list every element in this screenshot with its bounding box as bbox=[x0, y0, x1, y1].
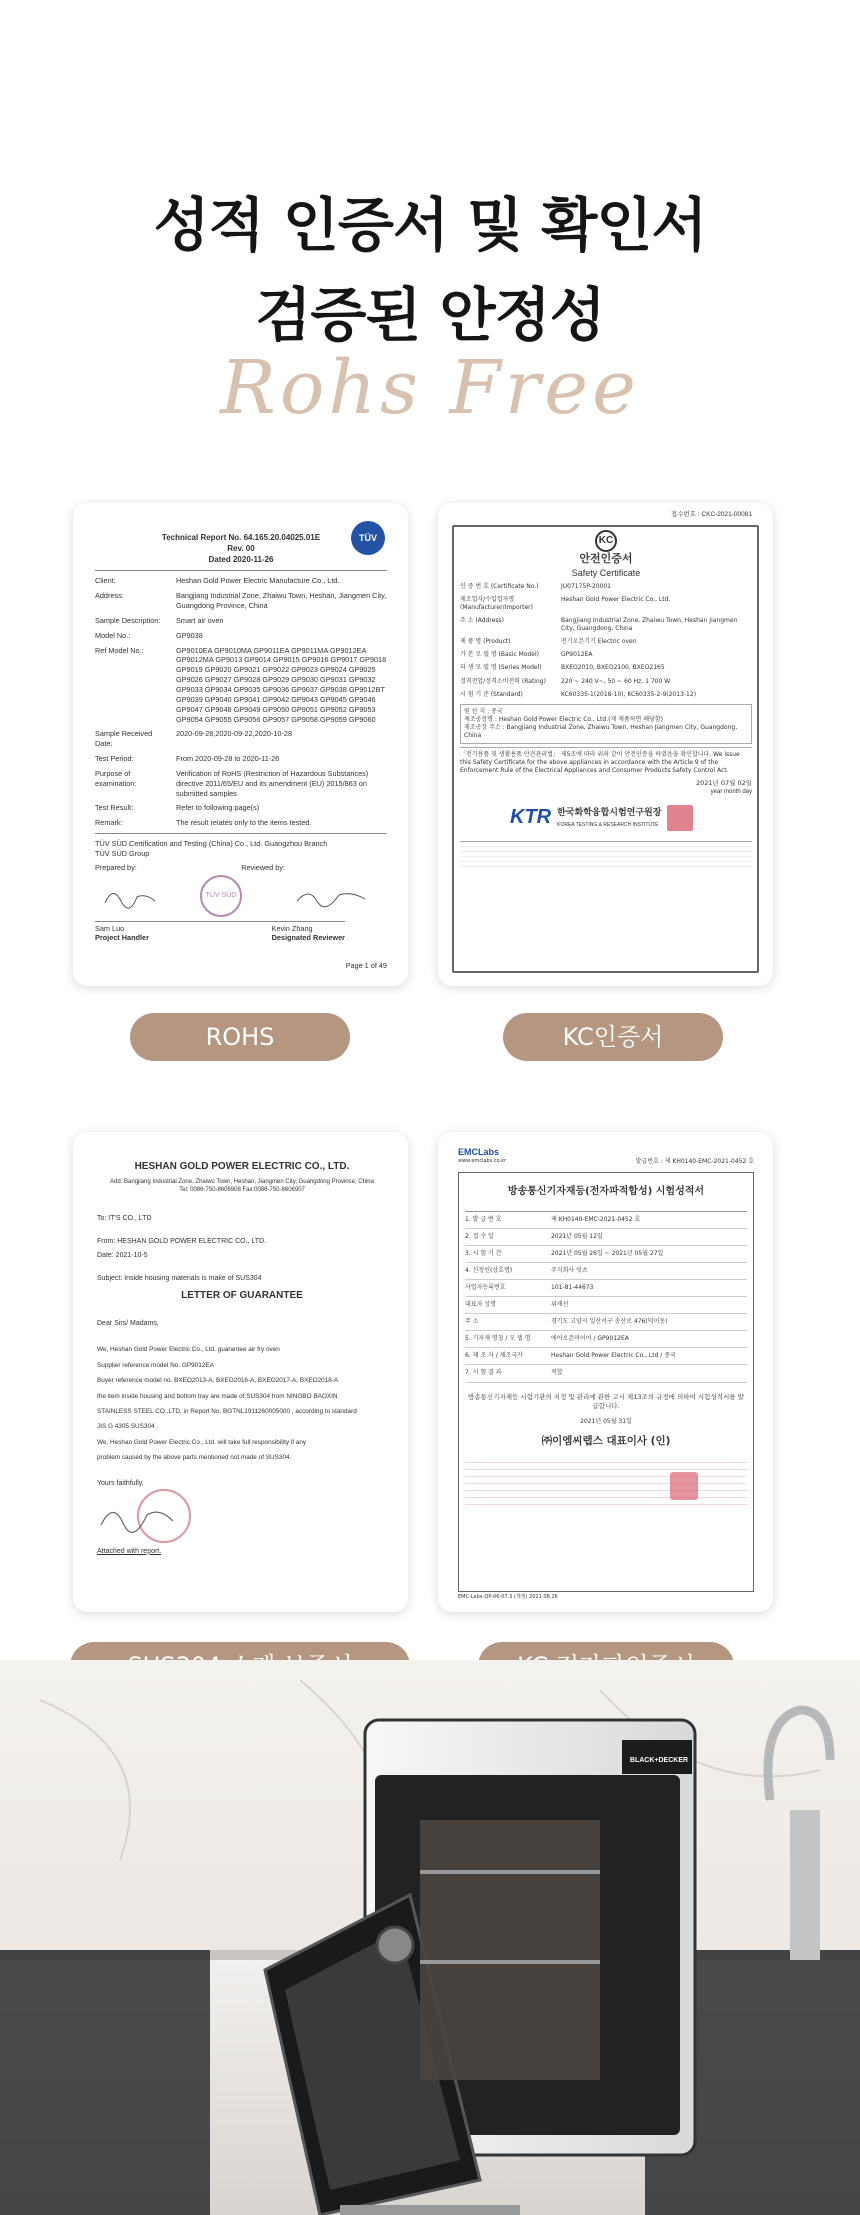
kc-row bbox=[460, 638, 752, 646]
rohs-row bbox=[95, 803, 387, 813]
guar-p2: Supplier reference model No. GP9012EA bbox=[97, 1361, 214, 1369]
kc-note: 「전기용품 및 생활용품 안전관리법」 제5조에 따라 위와 같이 안전인증을 하였음을 확인합니다. We issue this Safety Certificate for the above appliances in accordance with the Article 9 of the Enforcement Rule of the Electrical Appliances and Consumer Products Safety Control Act. bbox=[460, 747, 752, 775]
emc-url: www.emclabs.co.kr bbox=[458, 1158, 507, 1165]
row-key: Sample Description: bbox=[95, 615, 161, 625]
kitchen-product-photo bbox=[0, 1660, 860, 2215]
row-value: GP9038 bbox=[176, 630, 203, 640]
hero-section bbox=[0, 0, 860, 470]
guar-to: To: IT'S CO., LTD bbox=[97, 1214, 152, 1222]
kc-org-name: 한국화학융합시험연구원장 bbox=[557, 807, 662, 818]
row-key: 4. 신청인(상호명) bbox=[465, 1266, 513, 1274]
row-value: Heshan Gold Power Electric Co., Ltd / 중국 bbox=[551, 1352, 676, 1360]
kc-info-table bbox=[460, 583, 752, 699]
row-key: Sample Received Date: bbox=[95, 729, 153, 749]
tuv-stamp: TÜV SÜD bbox=[200, 875, 242, 917]
row-value: From 2020-09-28 to 2020-11-26 bbox=[176, 754, 280, 764]
row-key: Client: bbox=[95, 576, 116, 586]
ktr-logo: KTR bbox=[510, 806, 552, 829]
row-value: JU07175P-20001 bbox=[561, 582, 611, 590]
row-key: Purpose of examination: bbox=[95, 768, 137, 788]
row-value: 2020-09-28,2020-09-22,2020-10-28 bbox=[176, 729, 293, 739]
row-value: Refer to following page(s) bbox=[176, 803, 260, 813]
row-value: 제 KH0140-EMC-2021-0452 호 bbox=[551, 1215, 641, 1223]
guar-dear: Dear Sirs/ Madams, bbox=[97, 1319, 159, 1327]
kc-row bbox=[460, 664, 752, 672]
rohs-report-title: Technical Report No. 64.165.20.04025.01E bbox=[161, 533, 321, 542]
row-key: Test Period: bbox=[95, 754, 134, 764]
row-value: The result relates only to the items tested. bbox=[176, 818, 312, 828]
rohs-reviewed-label: Reviewed by: bbox=[241, 862, 285, 872]
row-key: 5. 기자재 명칭 / 모 델 명 bbox=[465, 1335, 531, 1343]
rohs-certificate-card bbox=[73, 503, 408, 986]
guar-from: From: HESHAN GOLD POWER ELECTRIC CO., LTD. bbox=[97, 1238, 267, 1246]
row-key: 제조업자/수입업자명 (Manufacturer/Importer) bbox=[460, 595, 533, 611]
emc-row bbox=[465, 1297, 747, 1314]
row-value: GP9010EA GP9010MA GP9011EA GP9011MA GP9012EA GP9012MA GP9013 GP9014 GP9015 GP9016 GP9017 GP9018 GP9019 GP9020 GP9021 GP9022 GP9023 GP9024 GP9025 GP9026 GP9027 GP9028 GP9029 GP9030 GP9031 GP9032 GP9033 GP9034 GP9035 GP9036 GP9037 GP9038 GP9012BT GP9039 GP9040 GP9041 GP9042 GP9043 GP9045 GP9046 GP9047 GP9048 GP9049 GP9050 GP9051 GP9052 GP9053 GP9054 GP9055 GP9056 GP9057 GP9058 GP9059 GP9060 bbox=[176, 645, 387, 724]
guar-p3: Buyer reference model no. BXEO2013-A, BXEO2016-A, BXEO2017-A, BXEO2018-A bbox=[97, 1377, 339, 1385]
row-key: 기 본 모 델 명 (Basic Model) bbox=[460, 651, 540, 659]
rohs-signer2-name: Kevin Zhang bbox=[271, 923, 313, 933]
kc-org-english: KOREA TESTING & RESEARCH INSTITUTE bbox=[557, 821, 659, 828]
rohs-signer1-role: Project Handler bbox=[95, 933, 149, 943]
row-key: 3. 시 험 기 간 bbox=[465, 1249, 502, 1257]
row-key: 인 증 번 호 (Certificate No.) bbox=[460, 582, 539, 590]
rohs-info-table bbox=[95, 576, 387, 828]
guar-attached: Attached with report. bbox=[97, 1547, 162, 1555]
rohs-signature-graphic-2 bbox=[295, 883, 375, 913]
hero-title-line1: 성적 인증서 및 확인서 bbox=[153, 191, 707, 259]
kc-red-seal bbox=[667, 805, 693, 831]
row-value: 위재선 bbox=[551, 1301, 569, 1309]
kc-certificate-card bbox=[438, 503, 773, 986]
guar-p6: JIS G 4305 SUS304 . bbox=[97, 1423, 159, 1431]
row-value: 전기오븐기기 Electric oven bbox=[561, 638, 637, 646]
row-value: Bangjiang Industrial Zone, Zhaiwu Town, Heshan, Jiangmen City, Guangdong Province, China bbox=[176, 591, 387, 611]
guar-date: Date: 2021-10-5 bbox=[97, 1251, 148, 1259]
emc-row bbox=[465, 1246, 747, 1263]
guar-address: Add: Bangjiang Industrial Zone, Zhaiwu Town, Heshan, Jiangmen City, Guangdong Province, China bbox=[110, 1178, 374, 1185]
kc-factory: 제조공장명 : Heshan Gold Power Electric Co., Ltd.(제 제품하면 해당함) bbox=[464, 715, 663, 723]
kc-date-en: year month day bbox=[710, 789, 752, 796]
row-value: Smart air oven bbox=[176, 615, 224, 625]
row-value: 에어오븐마이어 / GP9012EA bbox=[551, 1335, 629, 1343]
emc-certificate-card bbox=[438, 1132, 773, 1612]
emc-report-number: 발급번호 : 제 KH0140-EMC-2021-0452 호 bbox=[635, 1158, 754, 1165]
guar-p1: We, Heshan Gold Power Electric Co., Ltd. guarantee air fry oven bbox=[97, 1346, 280, 1354]
rohs-label-pill: ROHS bbox=[130, 1013, 350, 1061]
row-key: Remark: bbox=[95, 818, 123, 828]
row-key: 7. 시 험 결 과 bbox=[465, 1369, 502, 1377]
row-value: 경기도 고양시 일산서구 송산로 476(덕이동) bbox=[551, 1318, 668, 1326]
guar-company: HESHAN GOLD POWER ELECTRIC CO., LTD. bbox=[134, 1161, 350, 1172]
tuv-badge: TÜV bbox=[351, 521, 385, 555]
rohs-row bbox=[95, 729, 387, 749]
emc-row bbox=[465, 1348, 747, 1365]
row-key: 1. 발 급 번 호 bbox=[465, 1215, 502, 1223]
guar-p8: problem caused by the above parts mentioned not made of SUS304. bbox=[97, 1454, 292, 1461]
row-key: 6. 제 조 자 / 제조국가 bbox=[465, 1352, 523, 1360]
rohs-dated: Dated 2020-11-26 bbox=[208, 554, 274, 564]
emc-row bbox=[465, 1212, 747, 1229]
emc-title: 방송통신기자재등(전자파적합성) 시험성적서 bbox=[507, 1186, 705, 1198]
rohs-signer2-role: Designated Reviewer bbox=[271, 933, 345, 943]
sus304-guarantee-card bbox=[73, 1132, 408, 1612]
row-value: 101-81-44673 bbox=[551, 1283, 594, 1291]
kc-date: 2021년 07월 02일 bbox=[695, 779, 752, 788]
guar-p5: STAINLESS STEEL CO.,LTD. in Report No. BGTNL1911260005000 , according to standard bbox=[97, 1407, 357, 1415]
kc-row bbox=[460, 596, 752, 612]
rohs-row bbox=[95, 754, 387, 764]
emc-statement: 방송통신기자재등 시험기관의 지정 및 관리에 관한 고시 제13조의 규정에 의하여 시험성적서를 발급합니다. bbox=[468, 1392, 744, 1411]
row-value: 2021년 05월 26일 ~ 2021년 05월 27일 bbox=[551, 1249, 664, 1257]
row-key: 대표자 성명 bbox=[465, 1301, 496, 1309]
emc-red-seal bbox=[670, 1472, 698, 1500]
row-key: 시 험 기 준 (Standard) bbox=[460, 690, 523, 698]
rohs-footer-group: TÜV SÜD Group bbox=[95, 848, 150, 858]
row-value: 주식회사 잇츠 bbox=[551, 1266, 588, 1274]
emc-date: 2021년 05월 31일 bbox=[580, 1418, 632, 1426]
row-value: Heshan Gold Power Electric Co., Ltd. bbox=[561, 595, 671, 603]
kc-row bbox=[460, 691, 752, 699]
guar-signature-graphic bbox=[97, 1497, 177, 1537]
emc-row bbox=[465, 1365, 747, 1382]
kc-receipt-number: 접수번호 : CKC-2021-00081 bbox=[670, 511, 752, 518]
row-value: BXEO2010, BXEO2100, BXEO2165 bbox=[561, 664, 665, 672]
emc-row bbox=[465, 1314, 747, 1331]
row-key: Ref Model No.: bbox=[95, 645, 144, 655]
row-key: 주 소 (Address) bbox=[460, 617, 504, 625]
row-key: 사업자등록번호 bbox=[465, 1283, 506, 1291]
guar-tel: Tel: 0086-750-8606908 Fax:0086-750-8606907 bbox=[179, 1186, 305, 1193]
kc-label-pill: KC인증서 bbox=[503, 1013, 723, 1061]
guar-heading: LETTER OF GUARANTEE bbox=[181, 1290, 303, 1302]
row-value: Bangjiang Industrial Zone, Zhaiwu Town, Heshan Jiangmen City, Guangdong, China bbox=[561, 617, 738, 633]
row-key: 파 생 모 델 명 (Series Model) bbox=[460, 664, 542, 672]
row-key: 2. 접 수 일 bbox=[465, 1232, 494, 1240]
kc-origin: 원 산 지 : 중국 bbox=[464, 707, 503, 715]
rohs-row bbox=[95, 616, 387, 626]
kc-row bbox=[460, 617, 752, 633]
emc-info-table bbox=[465, 1211, 747, 1383]
guar-p7: We, Heshan Gold Power Electric Co., Ltd. will take full responsibility if any bbox=[97, 1438, 307, 1446]
rohs-row bbox=[95, 631, 387, 641]
rohs-page-number: Page 1 of 49 bbox=[345, 961, 387, 971]
row-key: Test Result: bbox=[95, 803, 134, 813]
rohs-row bbox=[95, 646, 387, 725]
product-scene-graphic bbox=[0, 1660, 860, 2215]
emc-footer: EMC-Labs-QP-06-07.3 (개정) 2021.08.26 bbox=[458, 1594, 558, 1601]
rohs-row bbox=[95, 769, 387, 799]
kc-row bbox=[460, 651, 752, 659]
emc-row bbox=[465, 1331, 747, 1348]
row-value: Verification of RoHS (Restriction of Hazardous Substances) directive 2011/65/EU and its amendment (EU) 2015/863 on submitted samples bbox=[176, 768, 369, 798]
row-key: Address: bbox=[95, 591, 124, 601]
kc-factory-address: 제조공장 주소 : Bangjiang Industrial Zone, Zhaiwu Town, Heshan Jiangmen City, Guangdong, China bbox=[464, 723, 738, 739]
rohs-row bbox=[95, 591, 387, 611]
rohs-signature-graphic-1 bbox=[103, 883, 163, 913]
row-key: Model No.: bbox=[95, 630, 131, 640]
row-key: 정격전압/정격소비전력 (Rating) bbox=[460, 677, 546, 685]
kc-subtitle: Safety Certificate bbox=[571, 567, 641, 578]
rohs-row bbox=[95, 576, 387, 586]
row-value: 적합 bbox=[551, 1369, 563, 1377]
row-value: KC60335-1(2018-10), KC60335-2-9(2013-12) bbox=[561, 690, 697, 698]
product-brand-badge: BLACK+DECKER bbox=[629, 1757, 689, 1764]
rohs-free-script: Rohs Free bbox=[220, 345, 640, 431]
kc-title: 안전인증서 bbox=[579, 551, 633, 565]
rohs-row bbox=[95, 818, 387, 828]
guar-yours: Yours faithfully, bbox=[97, 1480, 144, 1488]
kc-row bbox=[460, 678, 752, 686]
row-value: 220 ~ 240 V~, 50 ~ 60 Hz, 1 700 W bbox=[561, 677, 671, 685]
rohs-footer-company: TÜV SÜD Certification and Testing (China) Co., Ltd. Guangzhou Branch bbox=[95, 839, 328, 849]
kc-row bbox=[460, 583, 752, 591]
row-key: 제 품 명 (Product) bbox=[460, 638, 511, 646]
row-value: 2021년 05월 12일 bbox=[551, 1232, 603, 1240]
rohs-prepared-label: Prepared by: bbox=[95, 862, 137, 872]
emc-logo: EMCLabs bbox=[458, 1147, 500, 1157]
rohs-signer1-name: Sam Luo bbox=[95, 923, 125, 933]
emc-row bbox=[465, 1280, 747, 1297]
row-value: Heshan Gold Power Electric Manufacture Co., Ltd. bbox=[176, 576, 340, 586]
guar-subject: Subject: Inside housing materials is make of SUS304 bbox=[97, 1275, 262, 1282]
kc-mark-icon: KC bbox=[595, 530, 617, 552]
emc-ceo: ㈜이엠씨랩스 대표이사 (인) bbox=[541, 1435, 671, 1448]
guar-p4: the item inside housing and bottom tray are made of SUS304 from NINGBO BAOXIN bbox=[97, 1392, 338, 1400]
hero-title-line2: 검증된 안정성 bbox=[255, 281, 605, 349]
emc-row bbox=[465, 1263, 747, 1280]
row-value: GP9012EA bbox=[561, 651, 593, 659]
rohs-rev: Rev. 00 bbox=[227, 543, 255, 553]
row-key: 주 소 bbox=[465, 1318, 479, 1326]
emc-row bbox=[465, 1229, 747, 1246]
